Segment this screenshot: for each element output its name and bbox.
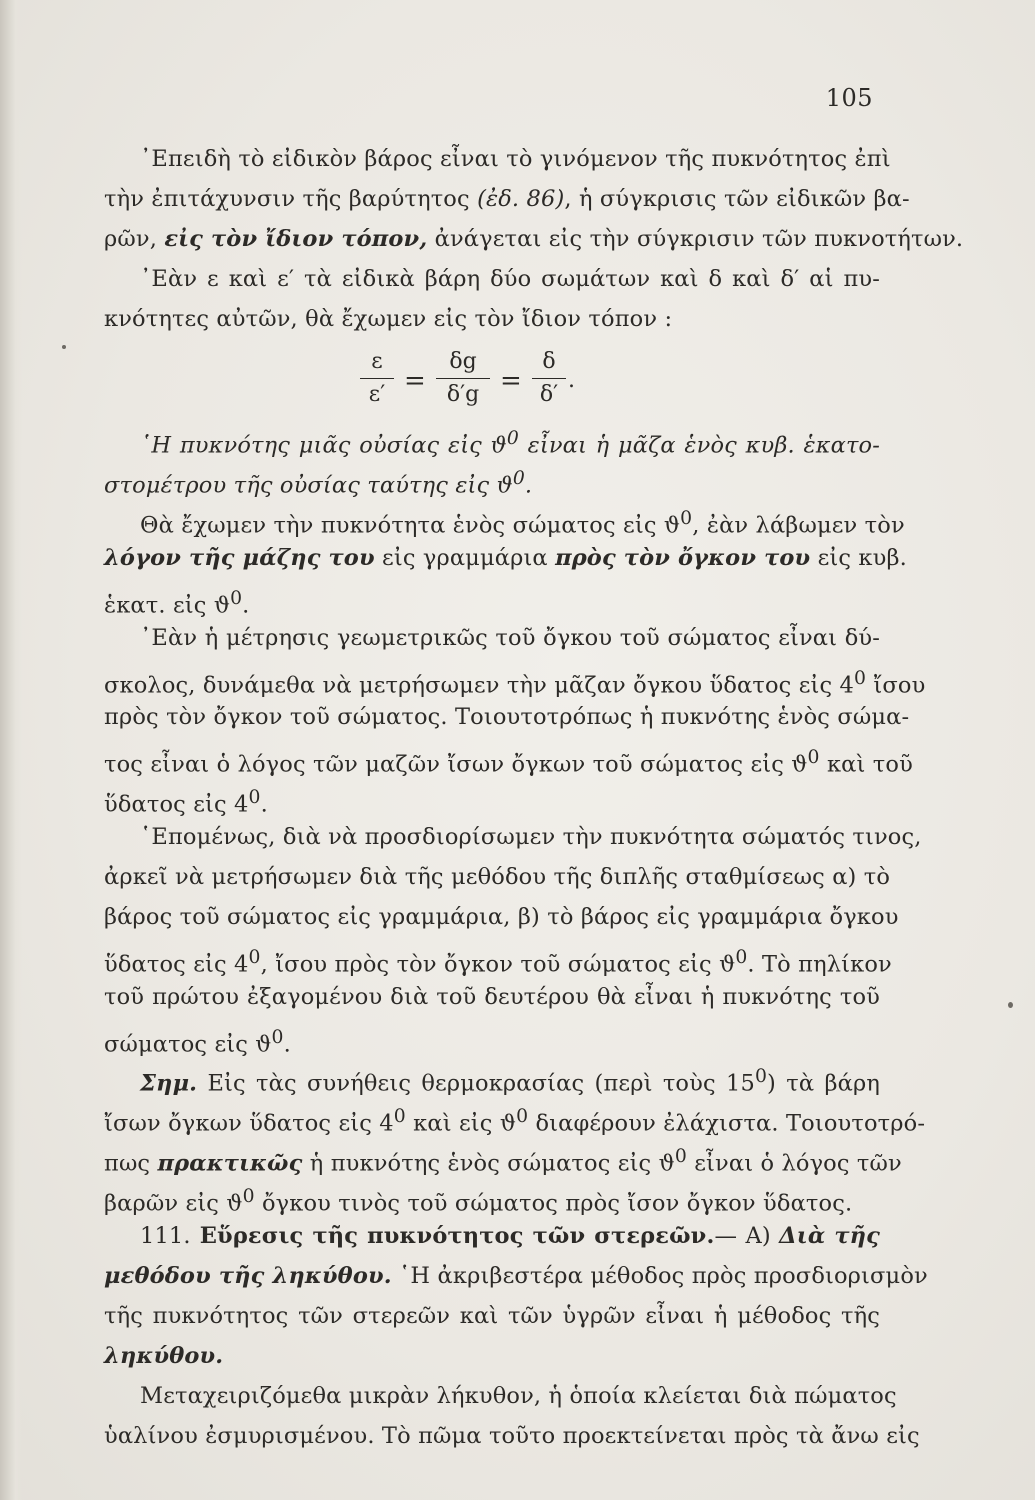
section-number: 111.: [140, 1223, 191, 1250]
section-subtitle: μεθόδου τῆς ληκύθου.: [104, 1262, 392, 1289]
text-line: πως πρακτικῶς ἡ πυκνότης ἑνὸς σώματος εἰς $ϑ^0$ εἶναι ὁ λόγος τῶν: [104, 1146, 902, 1177]
scan-speck: [62, 345, 66, 349]
text-line: [104, 1337, 880, 1377]
equals-sign: =: [500, 366, 522, 396]
scan-speck: [1008, 1002, 1013, 1008]
fraction-density-gravity: δg δ′g: [436, 346, 490, 411]
section-title: Εὕρεσις τῆς πυκνότητος τῶν στερεῶν.: [190, 1223, 715, 1250]
text-line: μεθόδου τῆς ληκύθου. ῾Η ἀκριβεστέρα μέθοδος πρὸς προσδιορισμὸν: [104, 1262, 928, 1289]
emphasis-text: λόγον τῆς μάζης του: [104, 544, 375, 571]
density-ratio-formula: [360, 346, 620, 436]
text-line: ᾿Εὰν ε καὶ ε′ τὰ εἰδικὰ βάρη δύο σωμάτων καὶ δ καὶ δ′ αἱ πυ-: [140, 265, 880, 292]
definition-line: ῾Η πυκνότης μιᾶς οὐσίας εἰς $ϑ^0$ εἶναι ἡ μᾶζα ἑνὸς κυβ. ἑκατο-: [140, 428, 880, 459]
text-line: πρὸς τὸν ὄγκον τοῦ σώματος. Τοιουτοτρόπως ἡ πυκνότης ἑνὸς σώμα-: [104, 704, 910, 731]
text-line: τὴν ἐπιτάχυνσιν τῆς βαρύτητος (ἐδ. 86), ἡ σύγκρισις τῶν εἰδικῶν βα-: [104, 185, 910, 212]
text-line: ἴσων ὄγκων ὕδατος εἰς $4^0$ καὶ εἰς $ϑ^0$ διαφέρουν ἐλάχιστα. Τοιουτοτρό-: [104, 1106, 926, 1137]
equals-sign: =: [404, 366, 426, 396]
text-line: λόγον τῆς μάζης του εἰς γραμμάρια πρὸς τὸν ὄγκον του εἰς κυβ.: [104, 544, 907, 571]
text-line: βαρῶν εἰς $ϑ^0$ ὄγκου τινὸς τοῦ σώματος πρὸς ἴσον ὄγκον ὕδατος.: [104, 1186, 853, 1217]
text-line: σκολος, δυνάμεθα νὰ μετρήσωμεν τὴν μᾶζαν ὄγκου ὕδατος εἰς $4^0$ ἴσου: [104, 667, 926, 699]
emphasis-text: εἰς τὸν ἴδιον τόπον,: [164, 225, 428, 252]
text-line: ρῶν, εἰς τὸν ἴδιον τόπον, ἀνάγεται εἰς τὴν σύγκρισιν τῶν πυκνοτήτων.: [104, 225, 964, 252]
note-label: Σημ.: [140, 1070, 198, 1097]
text-line: ὕδατος εἰς $4^0$.: [104, 787, 268, 818]
emphasis-text: πρακτικῶς: [157, 1150, 303, 1177]
section-subtitle: Διὰ τῆς: [779, 1223, 880, 1250]
text-line: σώματος εἰς $ϑ^0$.: [104, 1026, 291, 1058]
page-number: 105: [825, 84, 873, 112]
text-line: ὑαλίνου ἐσμυρισμένου. Τὸ πῶμα τοῦτο προεκτείνεται πρὸς τὰ ἄνω εἰς: [104, 1422, 920, 1449]
text-line: βάρος τοῦ σώματος εἰς γραμμάρια, β) τὸ βάρος εἰς γραμμάρια ὄγκου: [104, 903, 899, 930]
section-heading-line: 111. Εὕρεσις τῆς πυκνότητος τῶν στερεῶν.— Α) Διὰ τῆς: [140, 1223, 880, 1250]
text-line: κνότητες αὐτῶν, θὰ ἔχωμεν εἰς τὸν ἴδιον τόπον :: [104, 305, 673, 332]
text-line: ἑκατ. εἰς $ϑ^0$.: [104, 587, 250, 619]
text-line: ᾿Επειδὴ τὸ εἰδικὸν βάρος εἶναι τὸ γινόμενον τῆς πυκνότητος ἐπὶ: [140, 146, 891, 172]
text-line: Θὰ ἔχωμεν τὴν πυκνότητα ἑνὸς σώματος εἰς $ϑ^0$, ἐὰν λάβωμεν τὸν: [140, 508, 905, 539]
text-line: ῾Επομένως, διὰ νὰ προσδιορίσωμεν τὴν πυκνότητα σώματός τινος,: [140, 824, 922, 851]
text-line: ὕδατος εἰς $4^0$, ἴσου πρὸς τὸν ὄγκον τοῦ σώματος εἰς $ϑ^0$. Τὸ πηλίκον: [104, 946, 892, 978]
text-line: τῆς πυκνότητος τῶν στερεῶν καὶ τῶν ὑγρῶν εἶναι ἡ μέθοδος τῆς: [104, 1302, 880, 1329]
fraction-densities: δ δ′: [532, 346, 566, 411]
emphasis-text: πρὸς τὸν ὄγκον του: [555, 544, 811, 571]
section-reference: (ἐδ. 86): [477, 185, 565, 212]
fraction-weights: ε ε′: [360, 346, 394, 411]
definition-line: στομέτρου τῆς οὐσίας ταύτης εἰς $ϑ^0$.: [104, 468, 533, 499]
text-line: ᾿Εὰν ἡ μέτρησις γεωμετρικῶς τοῦ ὄγκου τοῦ σώματος εἶναι δύ-: [140, 624, 880, 651]
text-line: τοῦ πρώτου ἐξαγομένου διὰ τοῦ δευτέρου θὰ εἶναι ἡ πυκνότης τοῦ: [104, 983, 880, 1010]
page-gutter-shadow: [0, 0, 22, 1500]
formula-period: .: [568, 368, 575, 393]
text-line: Σημ. Εἰς τὰς συνήθεις θερμοκρασίας (περὶ τοὺς $15^0$) τὰ βάρη: [140, 1066, 881, 1097]
text-line: Μεταχειριζόμεθα μικρὰν λήκυθον, ἡ ὁποία κλείεται διὰ πώματος: [140, 1382, 897, 1409]
page-body: [104, 140, 964, 1456]
text-line: τος εἶναι ὁ λόγος τῶν μαζῶν ἴσων ὄγκων τοῦ σώματος εἰς $ϑ^0$ καὶ τοῦ: [104, 747, 913, 778]
text-line: ἀρκεῖ νὰ μετρήσωμεν διὰ τῆς μεθόδου τῆς διπλῆς σταθμίσεως α) τὸ: [104, 864, 891, 891]
emphasis-text: ληκύθου.: [104, 1342, 224, 1369]
